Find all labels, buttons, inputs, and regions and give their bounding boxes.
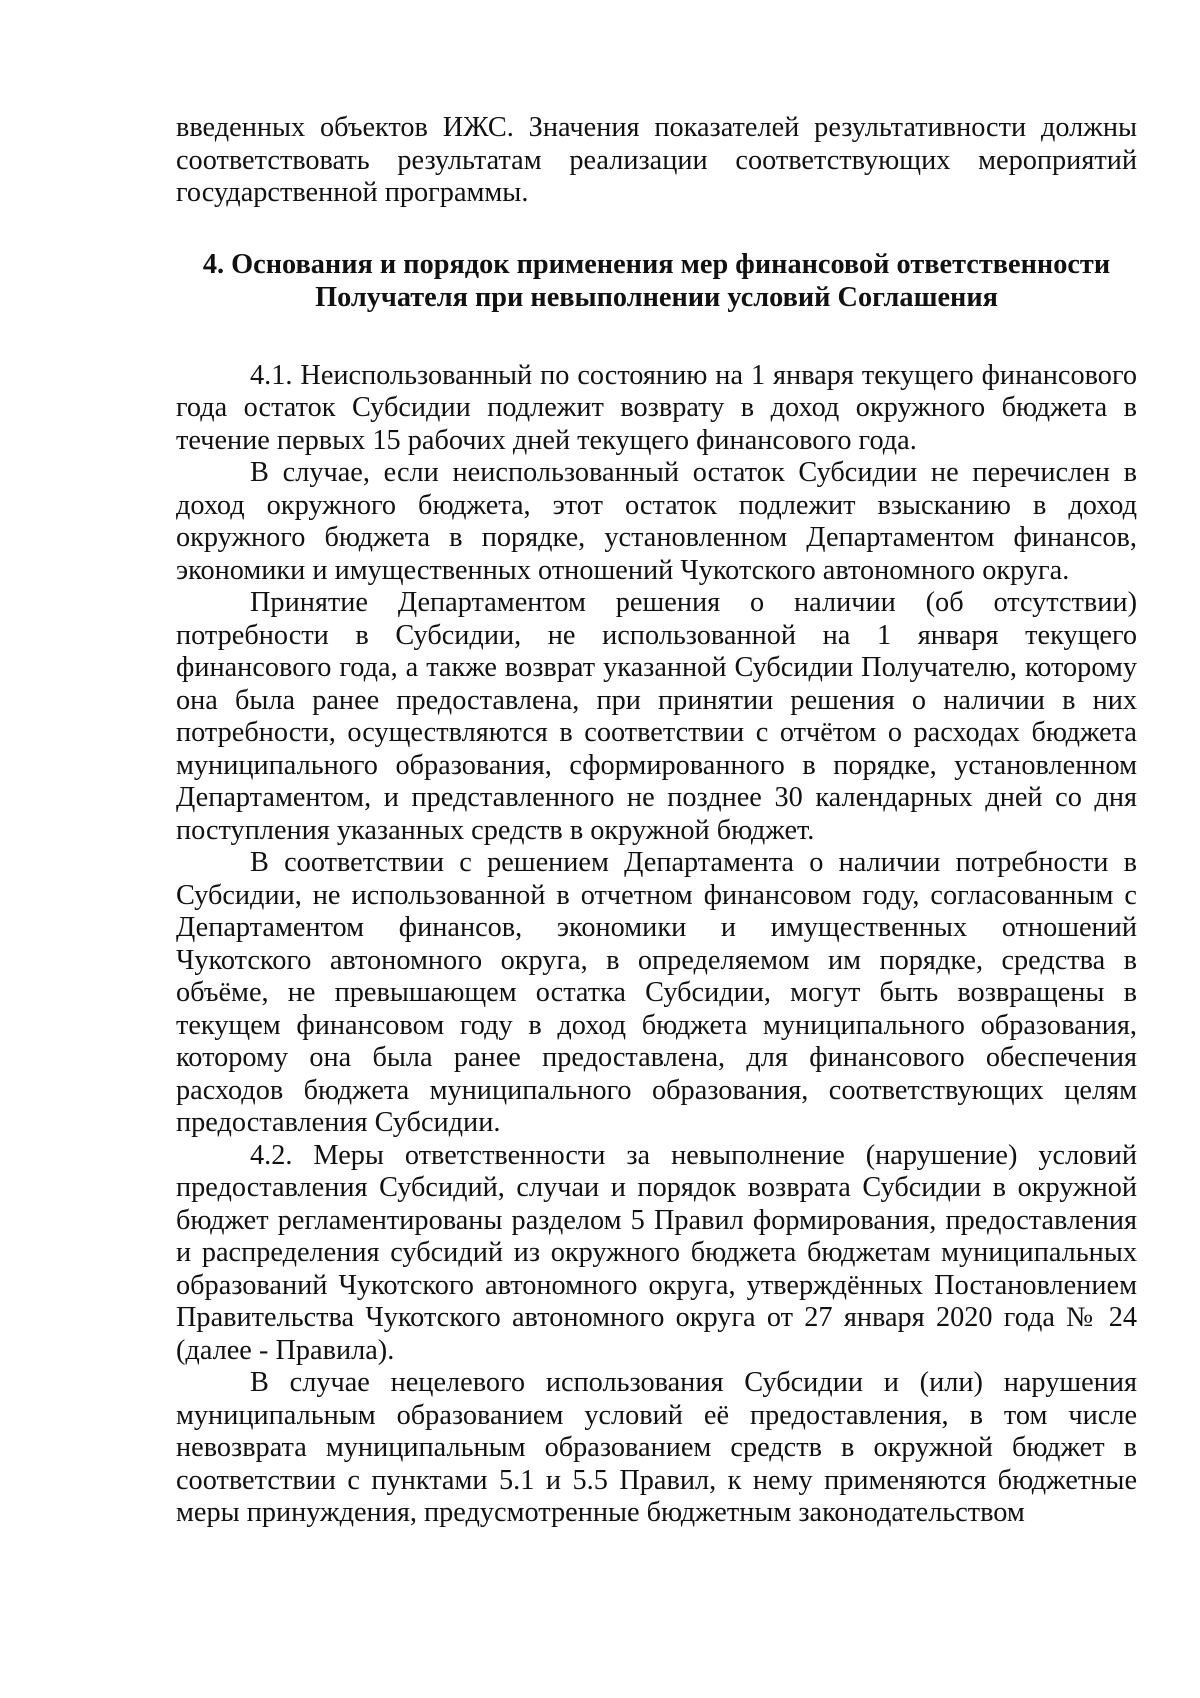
section-heading xyxy=(176,248,1137,314)
section-heading-line-2: Получателя при невыполнении условий Соглашения xyxy=(315,281,998,313)
paragraph-return-of-funds: В соответствии с решением Департамента о наличии потребности в Субсидии, не использованной в отчетном финансовом году, согласованным с Департаментом финансов, экономики и имущественных отношений Чукотского автономного округа, в определяемом им порядке, средства в объёме, не превышающем остатка Субсидии, могут быть возвращены в текущем финансовом году в доход бюджета муниципального образования, которому она была ранее предоставлена, для финансового обеспечения расходов бюджета муниципального образования, соответствующих целям предоставления Субсидии. xyxy=(176,847,1137,1138)
paragraph-need-decision: Принятие Департаментом решения о наличии (об отсутствии) потребности в Субсидии, не использованной на 1 января текущего финансового года, а также возврат указанной Субсидии Получателю, которому она была ранее предоставлена, при принятии решения о наличии в них потребности, осуществляются в соответствии с отчётом о расходах бюджета муниципального образования, сформированного в порядке, установленном Департаментом, и представленного не позднее 30 календарных дней со дня поступления указанных средств в окружной бюджет. xyxy=(176,587,1137,846)
document-body xyxy=(176,112,1137,1530)
intro-paragraph: введенных объектов ИЖС. Значения показателей результативности должны соответствовать результатам реализации соответствующих мероприятий государственной программы. xyxy=(176,112,1137,208)
paragraph-misuse-measures: В случае нецелевого использования Субсидии и (или) нарушения муниципальным образованием условий её предоставления, в том числе невозврата муниципальным образованием средств в окружной бюджет в соответствии с пунктами 5.1 и 5.5 Правил, к нему применяются бюджетные меры принуждения, предусмотренные бюджетным законодательством xyxy=(176,1367,1137,1528)
paragraph-unspent-balance-recovery: В случае, если неиспользованный остаток Субсидии не перечислен в доход окружного бюджета, этот остаток подлежит взысканию в доход окружного бюджета в порядке, установленном Департаментом финансов, экономики и имущественных отношений Чукотского автономного округа. xyxy=(176,457,1137,586)
section-heading-line-1: 4. Основания и порядок применения мер финансовой ответственности xyxy=(202,248,1111,280)
paragraph-4-2: 4.2. Меры ответственности за невыполнение (нарушение) условий предоставления Субсидий, случаи и порядок возврата Субсидии в окружной бюджет регламентированы разделом 5 Правил формирования, предоставления и распределения субсидий из окружного бюджета бюджетам муниципальных образований Чукотского автономного округа, утверждённых Постановлением Правительства Чукотского автономного округа от 27 января 2020 года № 24 (далее - Правила). xyxy=(176,1139,1137,1366)
paragraph-4-1: 4.1. Неиспользованный по состоянию на 1 января текущего финансового года остаток Субсидии подлежит возврату в доход окружного бюджета в течение первых 15 рабочих дней текущего финансового года. xyxy=(176,359,1137,456)
